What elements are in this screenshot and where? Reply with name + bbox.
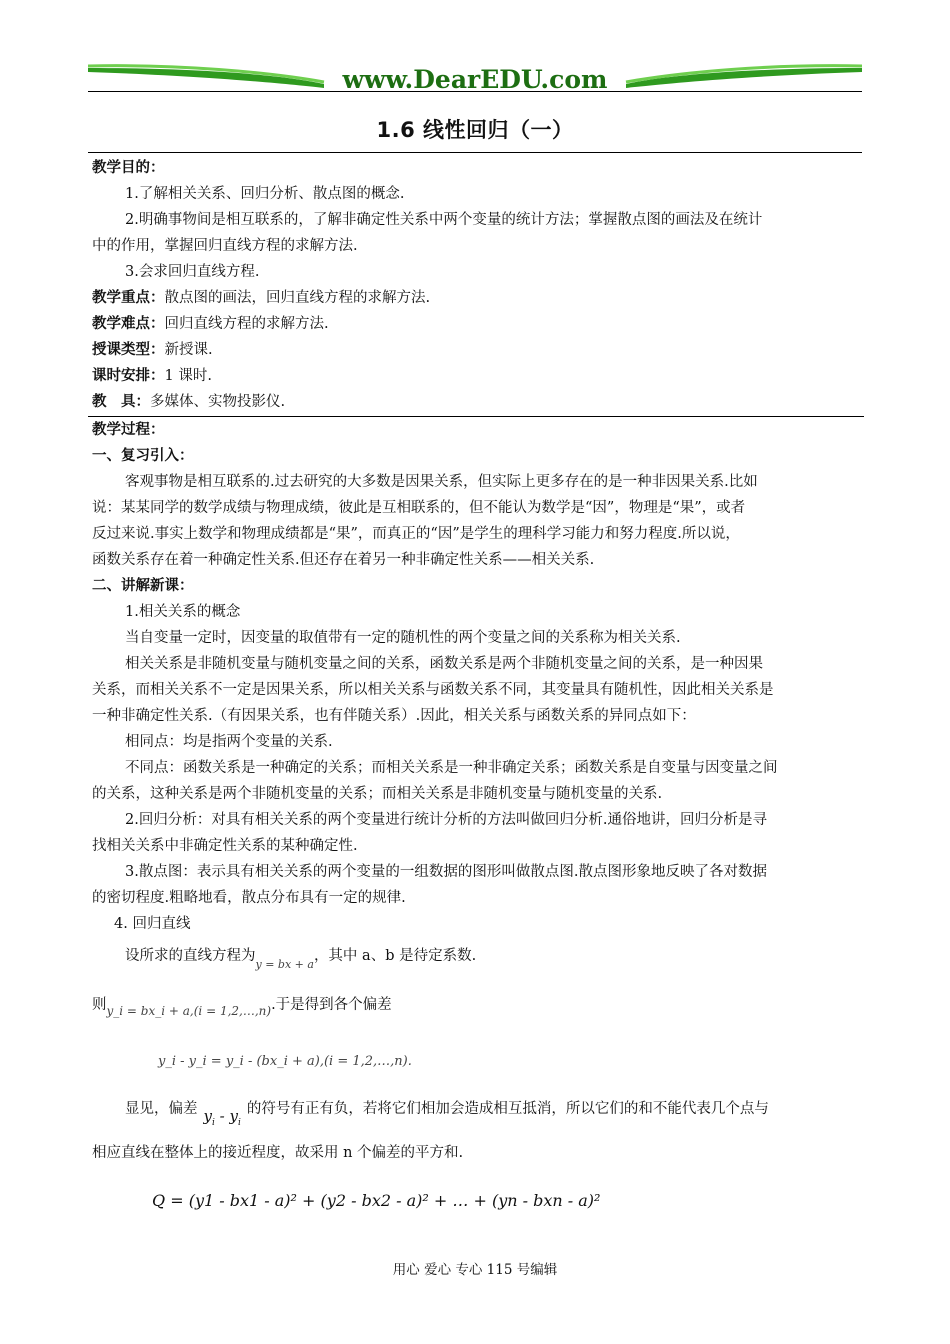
document-body — [92, 155, 860, 1217]
new-line-5: 一种非确定性关系.（有因果关系，也有伴随关系）.因此，相关关系与函数关系的异同点如下： — [92, 708, 696, 724]
obvious-before: 显见，偏差 — [125, 1101, 198, 1117]
objective-1: 1.了解相关关系、回归分析、散点图的概念. — [125, 186, 405, 202]
equation-intro — [92, 941, 860, 972]
new-line-11: 3.散点图：表示具有相关关系的两个变量的一组数据的图形叫做散点图.散点图形象地反映了各对数据 — [125, 864, 767, 880]
title-rule — [88, 152, 862, 153]
lesson-time — [92, 363, 860, 389]
page-title: 1.6 线性回归（一） — [376, 118, 574, 142]
obvious-after: 的符号有正有负，若将它们相加会造成相互抵消，所以它们的和不能代表几个点与 — [246, 1101, 769, 1117]
eq-intro-formula: y = bx + a — [255, 958, 314, 971]
review-line-4: 函数关系存在着一种确定性关系.但还存在着另一种非确定性关系——相关关系. — [92, 552, 595, 568]
difficult-label: 教学难点： — [92, 316, 165, 332]
objective-3: 3.会求回归直线方程. — [125, 264, 260, 280]
new-heading: 二、讲解新课： — [92, 578, 194, 594]
eq-intro-after: ，其中 a、b 是待定系数. — [313, 948, 477, 964]
deviation-line — [92, 1046, 860, 1077]
then-formula: y_i = bx_i + a,(i = 1,2,…,n) — [106, 1004, 272, 1018]
key-value: 散点图的画法，回归直线方程的求解方法. — [164, 290, 431, 306]
q-line — [92, 1186, 860, 1217]
then-after: .于是得到各个偏差 — [271, 997, 392, 1013]
new-line-2: 当自变量一定时，因变量的取值带有一定的随机性的两个变量之间的关系称为相关关系. — [125, 630, 681, 646]
new-line-6: 相同点：均是指两个变量的关系. — [125, 734, 333, 750]
tools-value: 多媒体、实物投影仪. — [150, 394, 286, 410]
deviation-formula: y_i - y_i = y_i - (bx_i + a),(i = 1,2,…,n). — [158, 1054, 412, 1069]
header-rule — [88, 91, 862, 92]
new-line-8: 的关系，这种关系是两个非随机变量的关系；而相关关系是非随机变量与随机变量的关系. — [92, 786, 663, 802]
new-line-3: 相关关系是非随机变量与随机变量之间的关系，函数关系是两个非随机变量之间的关系，是一种因果 — [125, 656, 763, 672]
difficult-points — [92, 311, 860, 337]
review-line-3: 反过来说.事实上数学和物理成绩都是“果”，而真正的“因”是学生的理科学习能力和努力程度.所以说， — [92, 526, 740, 542]
lesson-type — [92, 337, 860, 363]
key-points — [92, 285, 860, 311]
then-before: 则 — [92, 997, 107, 1013]
type-label: 授课类型： — [92, 342, 165, 358]
page-footer: 用心 爱心 专心 115 号编辑 — [392, 1262, 558, 1278]
new-line-9: 2.回归分析：对具有相关关系的两个变量进行统计分析的方法叫做回归分析.通俗地讲，回归分析是寻 — [125, 812, 767, 828]
new-line-12: 的密切程度.粗略地看，散点分布具有一定的规律. — [92, 890, 406, 906]
obvious-line — [92, 1093, 860, 1130]
new-line-10: 找相关关系中非确定性关系的某种确定性. — [92, 838, 358, 854]
review-heading: 一、复习引入： — [92, 448, 194, 464]
lesson-tools — [92, 389, 860, 415]
new-line-1: 1.相关关系的概念 — [125, 604, 241, 620]
obvious-line-2: 相应直线在整体上的接近程度，故采用 n 个偏差的平方和. — [92, 1145, 464, 1161]
type-value: 新授课. — [164, 342, 213, 358]
objective-2: 2.明确事物间是相互联系的，了解非确定性关系中两个变量的统计方法；掌握散点图的画法及在统计 — [125, 212, 763, 228]
then-line — [92, 990, 860, 1020]
key-label: 教学重点： — [92, 290, 165, 306]
new-line-4: 关系，而相关关系不一定是因果关系，所以相关关系与函数关系不同，其变量具有随机性，因此相关关系是 — [92, 682, 774, 698]
tools-label: 教 具： — [92, 394, 150, 410]
process-heading: 教学过程： — [92, 422, 165, 438]
deviation-symbol: $y_i - y_i$ — [203, 1107, 241, 1128]
objectives-heading: 教学目的： — [92, 160, 165, 176]
difficult-value: 回归直线方程的求解方法. — [164, 316, 329, 332]
new-line-13: 4. 回归直线 — [114, 916, 191, 932]
q-formula: Q = (y1 - bx1 - a)² + (y2 - bx2 - a)² + … + (yn - bxn - a)² — [152, 1191, 601, 1210]
objective-2-cont: 中的作用，掌握回归直线方程的求解方法. — [92, 238, 358, 254]
review-line-2: 说：某某同学的数学成绩与物理成绩，彼此是互相联系的，但不能认为数学是“因”，物理是“果”，或者 — [92, 500, 746, 516]
new-line-7: 不同点：函数关系是一种确定的关系；而相关关系是一种非确定关系；函数关系是自变量与因变量之间 — [125, 760, 778, 776]
time-value: 1 课时. — [164, 368, 212, 384]
time-label: 课时安排： — [92, 368, 165, 384]
review-line-1: 客观事物是相互联系的.过去研究的大多数是因果关系，但实际上更多存在的是一种非因果关系.比如 — [125, 474, 758, 490]
site-name: www.DearEDU.com — [342, 65, 608, 94]
eq-intro-before: 设所求的直线方程为 — [125, 948, 256, 964]
